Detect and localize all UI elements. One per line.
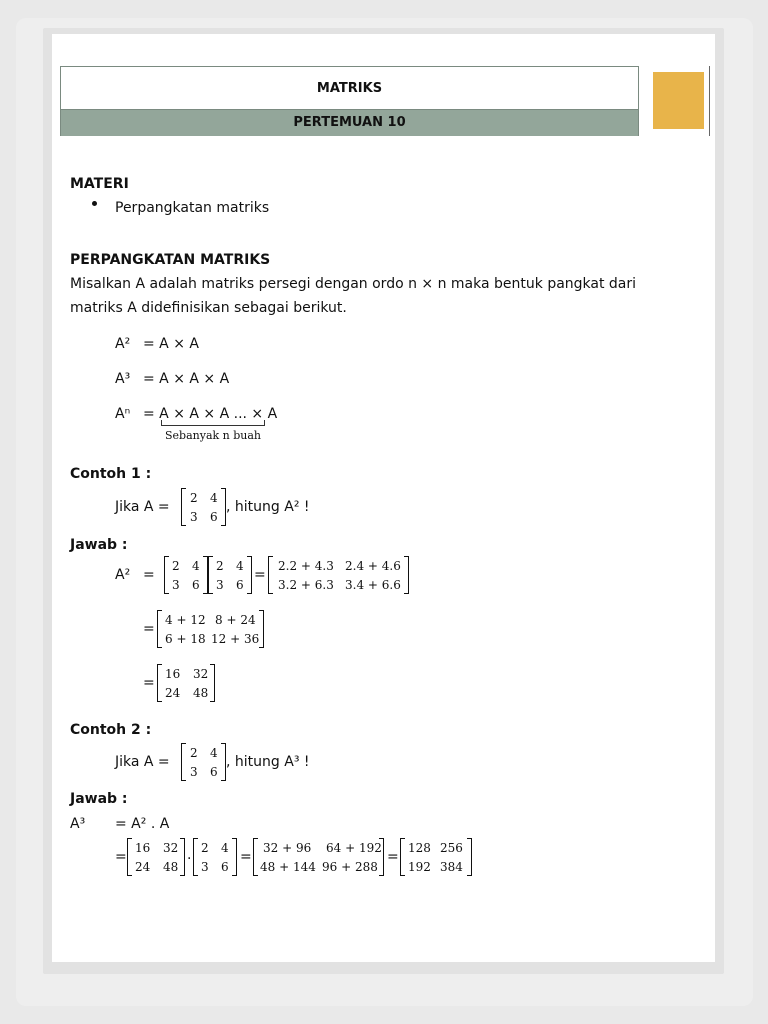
equals-sign: = [143,621,155,637]
matrix-cell: 4 [221,841,229,855]
contoh1-hitung: , hitung A² ! [226,499,310,515]
matrix-cell: 16 [135,841,151,855]
matrix-cell: 192 [408,860,431,874]
contoh1-matrix-right [208,556,252,594]
matrix-cell: 6 [210,510,218,524]
contoh1-matrix-left [164,556,208,594]
matrix-cell: 384 [440,860,463,874]
matrix-cell: 3.2 + 6.3 [278,578,334,592]
def-an-rhs: = A × A × A ... × A [143,406,278,422]
header-color-badge [653,72,704,129]
intro-line-1: Misalkan A adalah matriks persegi dengan ordo n × n maka bentuk pangkat dari [70,276,637,292]
matrix-cell: 24 [135,860,151,874]
matrix-cell: 4 [192,559,200,573]
matrix-cell: 4 [236,559,244,573]
matrix-cell: 3.4 + 6.6 [345,578,401,592]
matrix-cell: 2 [190,746,198,760]
matrix-cell: 48 [193,686,209,700]
contoh1-jika: Jika A = [115,499,170,515]
contoh2-rhs: = A² . A [115,816,170,832]
matrix-cell: 128 [408,841,431,855]
contoh2-heading: Contoh 2 : [70,722,152,738]
equals-sign: = [254,567,266,583]
matrix-cell: 64 + 192 [326,841,382,855]
contoh1-jawab: Jawab : [70,537,128,553]
header-title: MATRIKS [61,67,638,110]
contoh2-step-matrix [253,838,384,876]
matrix-cell: 32 + 96 [263,841,312,855]
matrix-cell: 2 [201,841,209,855]
bullet-icon [92,201,97,206]
contoh2-lhs: A³ [70,816,86,832]
equals-sign: = [143,675,155,691]
matrix-cell: 32 [163,841,179,855]
matrix-cell: 6 [192,578,200,592]
equals-sign: = [387,849,399,865]
matrix-cell: 256 [440,841,463,855]
matrix-cell: 3 [190,510,198,524]
contoh2-matrix-a [181,743,226,781]
matrix-cell: 4 [210,491,218,505]
contoh1-step1-matrix [268,556,409,594]
contoh1-step3-matrix [157,664,215,702]
materi-heading: MATERI [70,176,129,192]
contoh2-hitung: , hitung A³ ! [226,754,310,770]
matrix-cell: 6 [221,860,229,874]
matrix-cell: 48 + 144 [260,860,316,874]
def-a3-rhs: = A × A × A [143,371,230,387]
matrix-cell: 16 [165,667,181,681]
matrix-cell: 48 [163,860,179,874]
matrix-cell: 4 [210,746,218,760]
header-box [60,66,639,136]
multiply-dot: . [187,847,192,863]
materi-item: Perpangkatan matriks [115,200,270,216]
contoh2-matrix-a [193,838,237,876]
equals-sign: = [115,849,127,865]
brace-label: Sebanyak n buah [165,429,262,442]
def-a2-lhs: A² [115,336,131,352]
matrix-cell: 2.2 + 4.3 [278,559,334,573]
matrix-cell: 3 [201,860,209,874]
matrix-cell: 12 + 36 [211,632,260,646]
matrix-cell: 6 [236,578,244,592]
matrix-cell: 96 + 288 [322,860,378,874]
contoh1-matrix-a [181,488,226,526]
matrix-cell: 2 [216,559,224,573]
header-divider [709,66,710,136]
def-an-lhs: Aⁿ [115,406,131,422]
contoh1-lhs: A² [115,567,131,583]
matrix-cell: 3 [172,578,180,592]
contoh2-matrix-a2 [127,838,185,876]
equals-sign: = [240,849,252,865]
matrix-cell: 2 [190,491,198,505]
contoh2-jika: Jika A = [115,754,170,770]
matrix-cell: 4 + 12 [165,613,206,627]
matrix-cell: 3 [216,578,224,592]
matrix-cell: 8 + 24 [215,613,256,627]
contoh2-jawab: Jawab : [70,791,128,807]
matrix-cell: 32 [193,667,209,681]
section-heading: PERPANGKATAN MATRIKS [70,252,271,268]
def-a2-rhs: = A × A [143,336,199,352]
contoh1-heading: Contoh 1 : [70,466,152,482]
contoh2-final-matrix [400,838,472,876]
underbrace [161,420,265,426]
matrix-cell: 24 [165,686,181,700]
matrix-cell: 2.4 + 4.6 [345,559,401,573]
equals-sign: = [143,567,155,583]
matrix-cell: 6 + 18 [165,632,206,646]
matrix-cell: 2 [172,559,180,573]
contoh1-step2-matrix [157,610,264,648]
matrix-cell: 3 [190,765,198,779]
intro-line-2: matriks A didefinisikan sebagai berikut. [70,300,347,316]
matrix-cell: 6 [210,765,218,779]
header-subtitle: PERTEMUAN 10 [61,110,638,136]
def-a3-lhs: A³ [115,371,131,387]
